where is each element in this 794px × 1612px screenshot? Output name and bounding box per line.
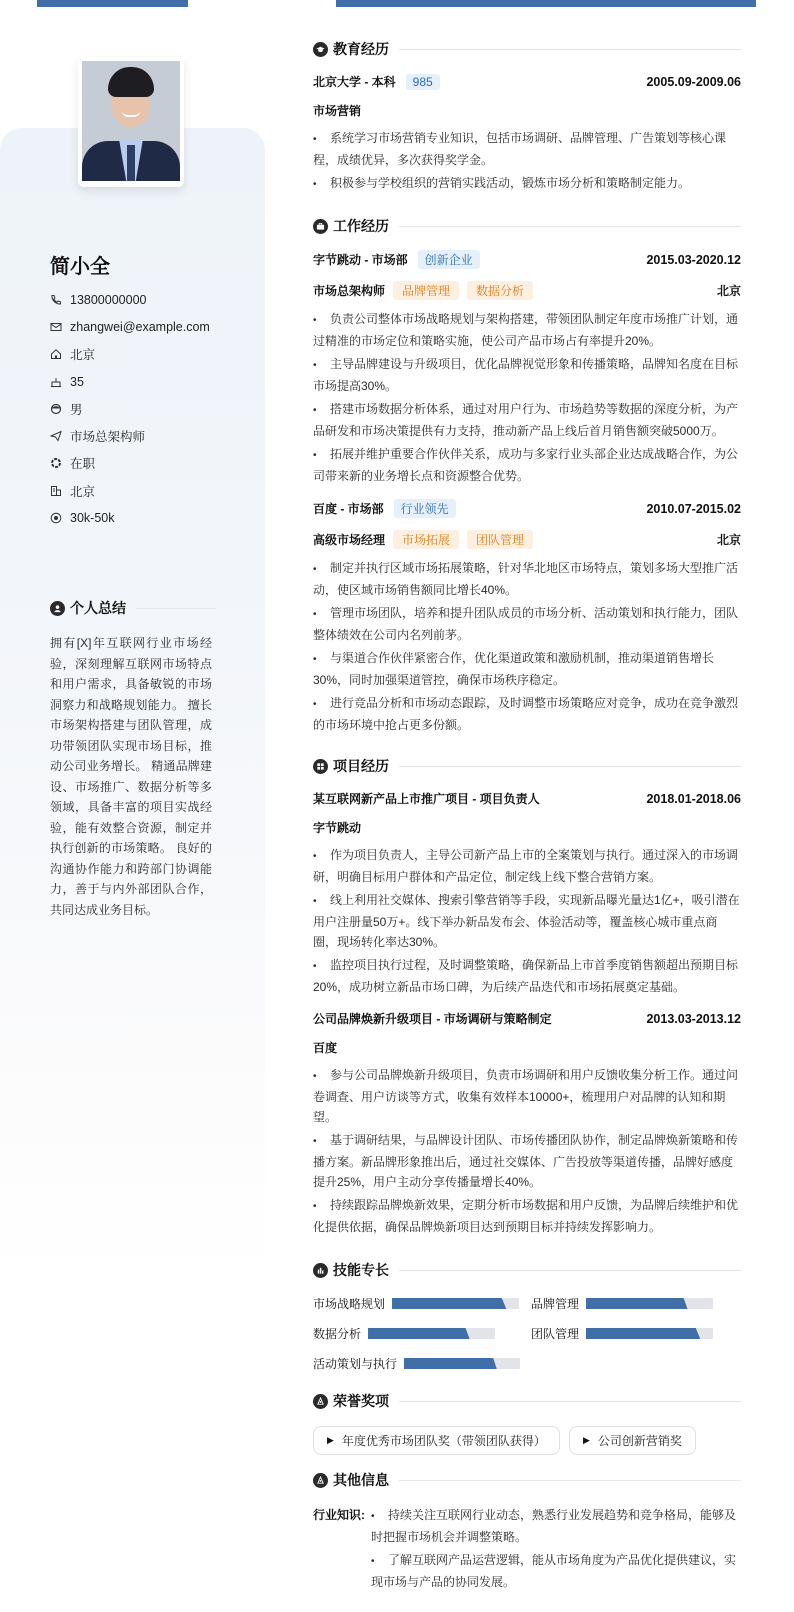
other-section-header: 其他信息 <box>313 1469 741 1491</box>
candidate-name: 简小全 <box>50 256 110 278</box>
skill-item: 活动策划与执行 <box>313 1355 531 1372</box>
skill-progress-bar <box>368 1328 495 1339</box>
company-name: 字节跳动 - 市场部 <box>313 253 408 267</box>
projects-section <box>313 755 741 1237</box>
graduation-cap-icon <box>313 42 328 57</box>
summary-text: 拥有[X]年互联网行业市场经验，深刻理解互联网市场特点和用户需求，具备敏锐的市场洞察力和战略规划能力。 擅长市场架构搭建与团队管理，成功带领团队实现市场目标，推动公司业务增长。 精通品牌建设、市场推广、数据分析等多领域，具备丰富的项目实战经验，能有效整合资源，制定并执行创新的市场策略。 良好的沟通协作能力和跨部门协调能力，善于与内外部团队合作，共同达成业务目标。 <box>50 636 212 917</box>
work-entry <box>313 499 741 735</box>
section-divider <box>399 226 741 227</box>
skill-tag: 团队管理 <box>467 530 533 549</box>
list-item: • 积极参与学校组织的营销实践活动，锻炼市场分析和策略制定能力。 <box>313 176 691 190</box>
sidebar-top-accent-bar <box>37 0 188 7</box>
project-name: 某互联网新产品上市推广项目 - 项目负责人 <box>313 792 540 806</box>
skill-item: 团队管理 <box>531 1325 731 1342</box>
other-info-row <box>313 1505 741 1595</box>
awards-section-header: 荣誉奖项 <box>313 1390 741 1412</box>
info-icon <box>313 1473 328 1488</box>
list-item: • 负责公司整体市场战略规划与架构搭建，带领团队制定年度市场推广计划，通过精准的市场定位和策略实施，使公司产品市场占有率提升20%。 <box>313 312 739 348</box>
skill-progress-bar <box>392 1298 519 1309</box>
job-location: 北京 <box>716 533 741 547</box>
grid-icon <box>313 759 328 774</box>
list-item: • 参与公司品牌焕新升级项目，负责市场调研和用户反馈收集分析工作。通过问卷调查、用户访谈等方式，收集有效样本10000+，梳理用户对品牌的认知和期望。 <box>313 1068 739 1124</box>
skill-progress-bar <box>404 1358 520 1369</box>
company-tag: 创新企业 <box>418 250 480 269</box>
list-item: • 搭建市场数据分析体系，通过对用户行为、市场趋势等数据的深度分析，为产品研发和市场决策提供有力支持，推动新产品上线后首月销售额突破5000万。 <box>313 402 739 438</box>
list-item: • 进行竞品分析和市场动态跟踪，及时调整市场策略应对竞争，成功在竞争激烈的市场环境中抢占更多份额。 <box>313 696 739 732</box>
gender-icon <box>50 403 62 415</box>
skills-grid <box>313 1295 741 1372</box>
list-item: • 持续跟踪品牌焕新效果，定期分析市场数据和用户反馈，为品牌后续维护和优化提供依据，确保品牌焕新项目达到预期目标并持续发挥影响力。 <box>313 1198 739 1234</box>
salary-icon <box>50 512 62 524</box>
info-home: 北京 <box>50 341 210 368</box>
project-entry <box>313 790 741 997</box>
projects-section-header: 项目经历 <box>313 755 741 777</box>
status-icon <box>50 457 62 469</box>
info-email: zhangwei@example.com <box>50 313 210 340</box>
skill-tag: 数据分析 <box>467 281 533 300</box>
user-circle-icon <box>50 601 65 616</box>
section-divider <box>399 1401 741 1402</box>
list-item: • 持续关注互联网行业动态，熟悉行业发展趋势和竞争格局，能够及时把握市场机会并调整策略。 <box>371 1508 737 1544</box>
job-title: 市场总架构师 <box>313 284 386 298</box>
list-item: • 了解互联网产品运营逻辑，能从市场角度为产品优化提供建议，实现市场与产品的协同发展。 <box>371 1553 737 1589</box>
section-divider <box>399 1480 741 1481</box>
project-company: 字节跳动 <box>313 821 362 835</box>
company-name: 百度 - 市场部 <box>313 502 384 516</box>
section-divider <box>399 49 741 50</box>
skills-section-header: 技能专长 <box>313 1259 741 1281</box>
list-item: • 系统学习市场营销专业知识，包括市场调研、品牌管理、广告策划等核心课程，成绩优异，多次获得奖学金。 <box>313 131 727 167</box>
project-name: 公司品牌焕新升级项目 - 市场调研与策略制定 <box>313 1012 552 1026</box>
other-info-label: 行业知识: <box>313 1508 365 1522</box>
section-divider <box>399 1270 741 1271</box>
skill-item: 市场战略规划 <box>313 1295 531 1312</box>
company-tag: 行业领先 <box>394 499 456 518</box>
project-entry <box>313 1010 741 1237</box>
school-name: 北京大学 - 本科 <box>313 75 396 89</box>
summary-section-header: 个人总结 <box>50 598 216 618</box>
mail-icon <box>50 321 62 333</box>
list-item: • 线上利用社交媒体、搜索引擎营销等手段，实现新品曝光量达1亿+，吸引潜在用户注册量50万+。线下举办新品发布会、体验活动等，覆盖核心城市重点商圈，现场转化率达30%。 <box>313 893 740 949</box>
work-entry <box>313 250 741 486</box>
info-salary: 30k-50k <box>50 504 210 531</box>
list-item: • 拓展并维护重要合作伙伴关系，成功与多家行业头部企业达成战略合作，为公司带来新的业务增长点和资源整合优势。 <box>313 447 739 483</box>
work-section <box>313 215 741 735</box>
skill-tag: 品牌管理 <box>393 281 459 300</box>
list-item: • 基于调研结果，与品牌设计团队、市场传播团队协作，制定品牌焕新策略和传播方案。新品牌形象推出后，通过社交媒体、广告投放等渠道传播，品牌好感度提升25%，用户主动分享传播量增长40%。 <box>313 1133 739 1189</box>
list-item: • 监控项目执行过程，及时调整策略，确保新品上市首季度销售额超出预期目标20%，成功树立新品市场口碑，为后续产品迭代和市场拓展奠定基础。 <box>313 958 739 994</box>
list-item: • 作为项目负责人，主导公司新产品上市的全案策划与执行。通过深入的市场调研，明确目标用户群体和产品定位，制定线上线下整合营销方案。 <box>313 848 739 884</box>
project-date: 2013.03-2013.12 <box>646 1011 741 1026</box>
work-date: 2010.07-2015.02 <box>646 501 741 516</box>
skills-section <box>313 1259 741 1372</box>
briefcase-icon <box>313 219 328 234</box>
building-icon <box>50 485 62 497</box>
job-location: 北京 <box>716 284 741 298</box>
main-top-accent-bar <box>336 0 756 7</box>
avatar <box>78 57 184 187</box>
skill-progress-bar <box>586 1328 713 1339</box>
education-section-header: 教育经历 <box>313 38 741 60</box>
home-icon <box>50 348 62 360</box>
list-item: • 主导品牌建设与升级项目，优化品牌视觉形象和传播策略，品牌知名度在目标市场提高30%。 <box>313 357 739 393</box>
list-item: • 与渠道合作伙伴紧密合作，优化渠道政策和激励机制，推动渠道销售增长30%，同时加强渠道管控，确保市场秩序稳定。 <box>313 651 715 687</box>
education-major: 市场营销 <box>313 104 362 118</box>
award-item: ▶ 年度优秀市场团队奖（带领团队获得） <box>313 1426 560 1455</box>
info-phone: 13800000000 <box>50 286 210 313</box>
skill-progress-bar <box>586 1298 713 1309</box>
award-item: ▶ 公司创新营销奖 <box>569 1426 696 1455</box>
education-section <box>313 38 741 195</box>
school-tag: 985 <box>406 74 440 90</box>
bar-chart-icon <box>313 1263 328 1278</box>
awards-section <box>313 1390 741 1455</box>
triangle-right-icon: ▶ <box>582 1435 590 1445</box>
list-item: • 管理市场团队，培养和提升团队成员的市场分析、活动策划和执行能力，团队整体绩效在公司内名列前茅。 <box>313 606 739 642</box>
award-icon <box>313 1394 328 1409</box>
section-divider <box>399 766 741 767</box>
skill-tag: 市场拓展 <box>393 530 459 549</box>
send-icon <box>50 430 62 442</box>
phone-icon <box>50 294 62 306</box>
work-section-header: 工作经历 <box>313 215 741 237</box>
education-date: 2005.09-2009.06 <box>646 74 741 89</box>
project-date: 2018.01-2018.06 <box>646 791 741 806</box>
project-company: 百度 <box>313 1041 338 1055</box>
info-status: 在职 <box>50 450 210 477</box>
info-city: 北京 <box>50 477 210 504</box>
contact-info-list <box>50 286 210 532</box>
awards-list <box>313 1426 741 1455</box>
work-date: 2015.03-2020.12 <box>646 252 741 267</box>
section-divider <box>136 608 216 609</box>
info-age: 35 <box>50 368 210 395</box>
job-title: 高级市场经理 <box>313 533 386 547</box>
list-item: • 制定并执行区域市场拓展策略，针对华北地区市场特点，策划多场大型推广活动，使区域市场销售额同比增长40%。 <box>313 561 739 597</box>
skill-item: 品牌管理 <box>531 1295 731 1312</box>
cake-icon <box>50 376 62 388</box>
skill-item: 数据分析 <box>313 1325 531 1342</box>
info-position: 市场总架构师 <box>50 422 210 449</box>
info-gender: 男 <box>50 395 210 422</box>
other-section <box>313 1469 741 1595</box>
education-entry <box>313 73 741 195</box>
main-content <box>313 38 741 1595</box>
profile-photo <box>82 61 180 181</box>
triangle-right-icon: ▶ <box>327 1435 334 1445</box>
